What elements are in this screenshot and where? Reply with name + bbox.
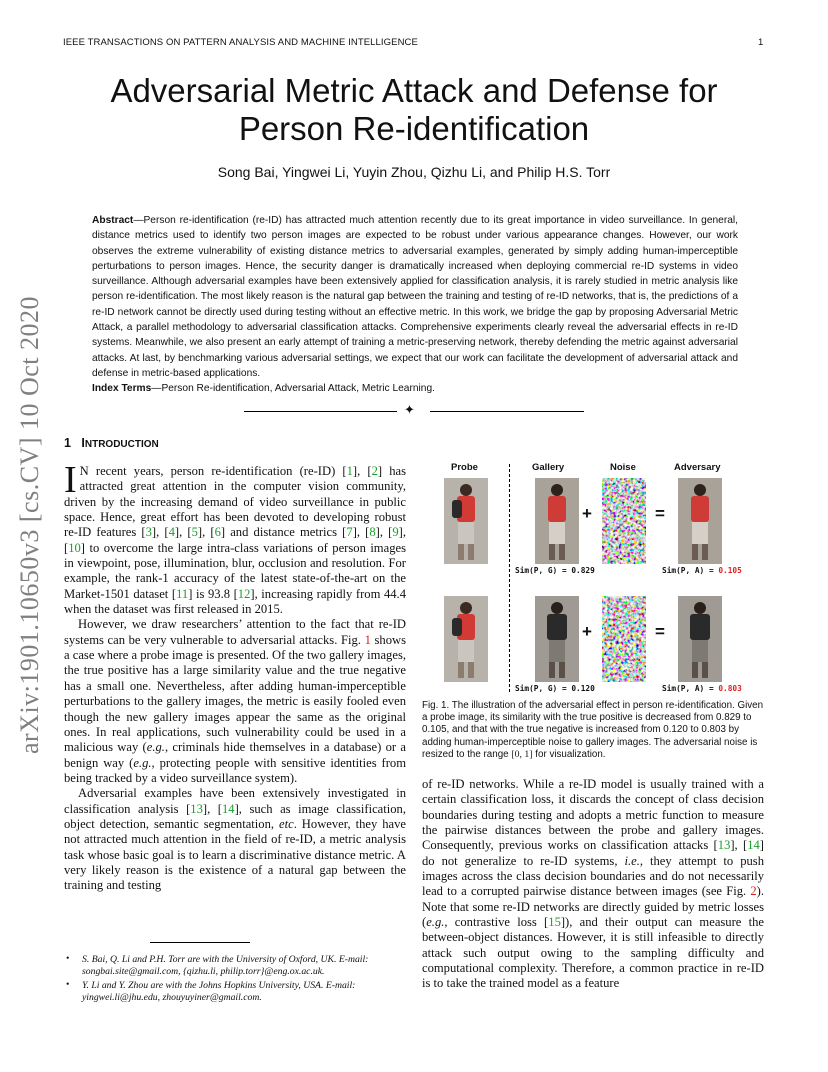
right-column xyxy=(422,777,764,992)
citation-link[interactable]: 8 xyxy=(369,525,376,540)
paragraph-1: I N recent years, person re-identification (re-ID) [1], [2] has attracted great attention in the computer vision community, driven by the increasing demand of video surveillance in public space. Hence, great effort has been devoted to developing robust re-ID features [3], [4], [5], [6] and distance metrics [7], [8], [9], [10] to overcome the large intra-class variations of person images in viewpoint, pose, illumination, blur, occlusion and resolution. For example, the rank-1 accuracy of the latest state-of-the-art on the Market-1501 dataset [11] is 93.8 [12], increasing rapidly from 44.4 when the dataset was first released in 2015. xyxy=(64,459,406,617)
citation-link[interactable]: 12 xyxy=(237,586,251,601)
figure-caption: Fig. 1. The illustration of the adversarial effect in person re-identification. Given a probe image, its similarity with the true positive is decreased from 0.829 to 0.105, and that with the true negative is increased from 0.120 to 0.803 by adding human-imperceptible noise to gallery images. The adversarial noise is resized to the range [0, 1] for visualization. xyxy=(422,700,764,760)
index-terms-text: —Person Re-identification, Adversarial Attack, Metric Learning. xyxy=(151,383,435,394)
footnote: • Y. Li and Y. Zhou are with the Johns Hopkins University, USA. E-mail: yingwei.li@jhu.edu, zhouyuyiner@gmail.com. xyxy=(66,978,356,1003)
equals-sign: = xyxy=(655,622,665,641)
similarity-probe-gallery: Sim(P, G) = 0.829 xyxy=(515,566,595,575)
citation-link[interactable]: 14 xyxy=(747,838,760,853)
author-list: Song Bai, Yingwei Li, Yuyin Zhou, Qizhu Li, and Philip H.S. Torr xyxy=(217,164,611,180)
adversary-image xyxy=(678,596,722,682)
bullet-icon: • xyxy=(66,978,70,990)
citation-link[interactable]: 14 xyxy=(221,801,235,816)
index-terms-label: Index Terms xyxy=(92,383,152,394)
divider-line-left xyxy=(244,411,397,412)
column-header-probe: Probe xyxy=(451,462,478,473)
bullet-icon: • xyxy=(66,953,70,964)
footnote: • S. Bai, Q. Li and P.H. Torr are with the University of Oxford, UK. E-mail: songbai.site@gmail.com, {qizhu.li, philip.torr}@eng.ox.ac.uk. xyxy=(66,953,369,978)
footnotes xyxy=(64,954,406,1005)
citation-link[interactable]: 13 xyxy=(717,838,731,853)
divider-line-right xyxy=(430,411,584,412)
paragraph-2: However, we draw researchers’ attention to the fact that re-ID systems can be very vulnerable to adversarial attacks. Fig. 1 shows a case where a probe image is presented. Of the two gallery images, the true positive has a large similarity value and the true negative has a small one. Nevertheless, after adding human-imperceptible perturbations to the gallery images, the metric is easily fooled even though the new gallery images appear the same as the original ones. In real applications, such vulnerability could be used in a malicious way (e.g., criminals hide themselves in a database) or a benign way (e.g., protecting people with sensitive identities from being tracked by a video surveillance system). xyxy=(64,617,407,785)
citation-link[interactable]: 15 xyxy=(548,915,561,930)
probe-image xyxy=(444,478,488,564)
abstract xyxy=(92,213,738,381)
citation-link[interactable]: 7 xyxy=(346,525,353,540)
figure-1 xyxy=(422,462,767,694)
divider-star-icon: ✦ xyxy=(404,402,415,417)
abstract-label: Abstract xyxy=(92,215,134,226)
page-number: 1 xyxy=(758,37,764,48)
noise-image xyxy=(602,596,646,682)
abstract-text: —Person re-identification (re-ID) has attracted much attention recently due to its great importance in video surveillance. In general, distance metrics used to identify two person images are expected to be robust under various appearance changes. However, our work observes the extreme vulnerability of existing distance metrics to adversarial examples, generated by simply adding human-imperceptible perturbations to person images. Hence, the security danger is dramatically increased when deploying commercial re-ID systems in video surveillance. Although adversarial examples have been extensively applied for classification analysis, it is rarely studied in metric analysis like person re-identification. The most likely reason is the natural gap between the training and testing of re-ID networks, that is, the predictions of a re-ID network cannot be directly used during testing without an effective metric. In this work, we bridge the gap by proposing Adversarial Metric Attack, a parallel methodology to adversarial classification attacks. Comprehensive experiments clearly reveal the adversarial effects in re-ID systems. Meanwhile, we also present an early attempt of training a metric-preserving network, thereby defending the metric against adversarial attacks. At last, by benchmarking various adversarial settings, we expect that our work can facilitate the development of adversarial attack and defense in metric-based applications. xyxy=(92,215,738,379)
index-terms xyxy=(92,383,435,394)
arxiv-stamp: arXiv:1901.10650v3 [cs.CV] 10 Oct 2020 xyxy=(15,295,44,755)
equals-sign: = xyxy=(655,504,665,523)
citation-link[interactable]: 9 xyxy=(392,525,399,540)
similarity-probe-adversary: Sim(P, A) = 0.803 xyxy=(662,684,742,693)
gallery-image xyxy=(535,478,579,564)
column-header-noise: Noise xyxy=(610,462,636,473)
adversary-image xyxy=(678,478,722,564)
probe-image xyxy=(444,596,488,682)
similarity-probe-gallery: Sim(P, G) = 0.120 xyxy=(515,684,595,693)
column-header-adversary: Adversary xyxy=(674,462,721,473)
citation-link[interactable]: 11 xyxy=(176,586,189,601)
plus-sign: + xyxy=(582,622,592,641)
figure-link[interactable]: 2 xyxy=(750,884,757,899)
gallery-image xyxy=(535,596,579,682)
figure-link[interactable]: 1 xyxy=(364,632,371,647)
noise-image xyxy=(602,478,646,564)
paragraph-continued: of re-ID networks. While a re-ID model is usually trained with a certain classification loss, it discards the concept of class decision boundaries during testing and adopts a metric function to measure the pairwise distances between the probe and gallery images. Consequently, previous works on classification attacks [13], [14] do not generalize to re-ID systems, i.e., they attempt to push images across the class decision boundaries and do not necessarily lead to a corrupted pairwise distance between images (see Fig. 2). Note that some re-ID networks are directly guided by metric losses (e.g., contrastive loss [15]), and their output can measure the between-object distances. However, it is still infeasible to directly attack such output owing to the sampling difficulty and computational complexity. Therefore, a common practice in re-ID is to take the trained model as a feature xyxy=(422,777,765,991)
section-number: 1 xyxy=(64,436,71,450)
separator-dashed-line xyxy=(509,464,510,692)
running-header: IEEE TRANSACTIONS ON PATTERN ANALYSIS AND MACHINE INTELLIGENCE xyxy=(63,37,418,48)
citation-link[interactable]: 1 xyxy=(346,464,353,478)
footnote-rule xyxy=(150,942,250,943)
citation-link[interactable]: 10 xyxy=(68,540,81,555)
paper-title: Adversarial Metric Attack and Defense for Person Re-identification xyxy=(110,72,718,147)
section-title-rest: NTRODUCTION xyxy=(84,439,159,450)
section-divider xyxy=(244,404,584,418)
left-column xyxy=(64,459,407,894)
citation-link[interactable]: 13 xyxy=(190,801,203,816)
citation-link[interactable]: 3 xyxy=(145,525,152,540)
section-title-first: I xyxy=(81,436,85,450)
column-header-gallery: Gallery xyxy=(532,462,565,473)
paragraph-3: Adversarial examples have been extensively investigated in classification analysis [13], [14], such as image classification, object detection, semantic segmentation, etc. However, they have not attracted much attention in the field of re-ID, a metric analysis task whose basic goal is to learn a discriminative distance metric. A very likely reason is the existence of a natural gap between the training and testing xyxy=(64,786,406,893)
section-heading xyxy=(64,436,159,450)
citation-link[interactable]: 6 xyxy=(214,525,221,540)
citation-link[interactable]: 5 xyxy=(191,525,198,540)
citation-link[interactable]: 4 xyxy=(168,525,175,540)
dropcap: I xyxy=(64,459,77,501)
plus-sign: + xyxy=(582,504,592,523)
citation-link[interactable]: 2 xyxy=(371,464,378,478)
similarity-probe-adversary: Sim(P, A) = 0.105 xyxy=(662,566,742,575)
